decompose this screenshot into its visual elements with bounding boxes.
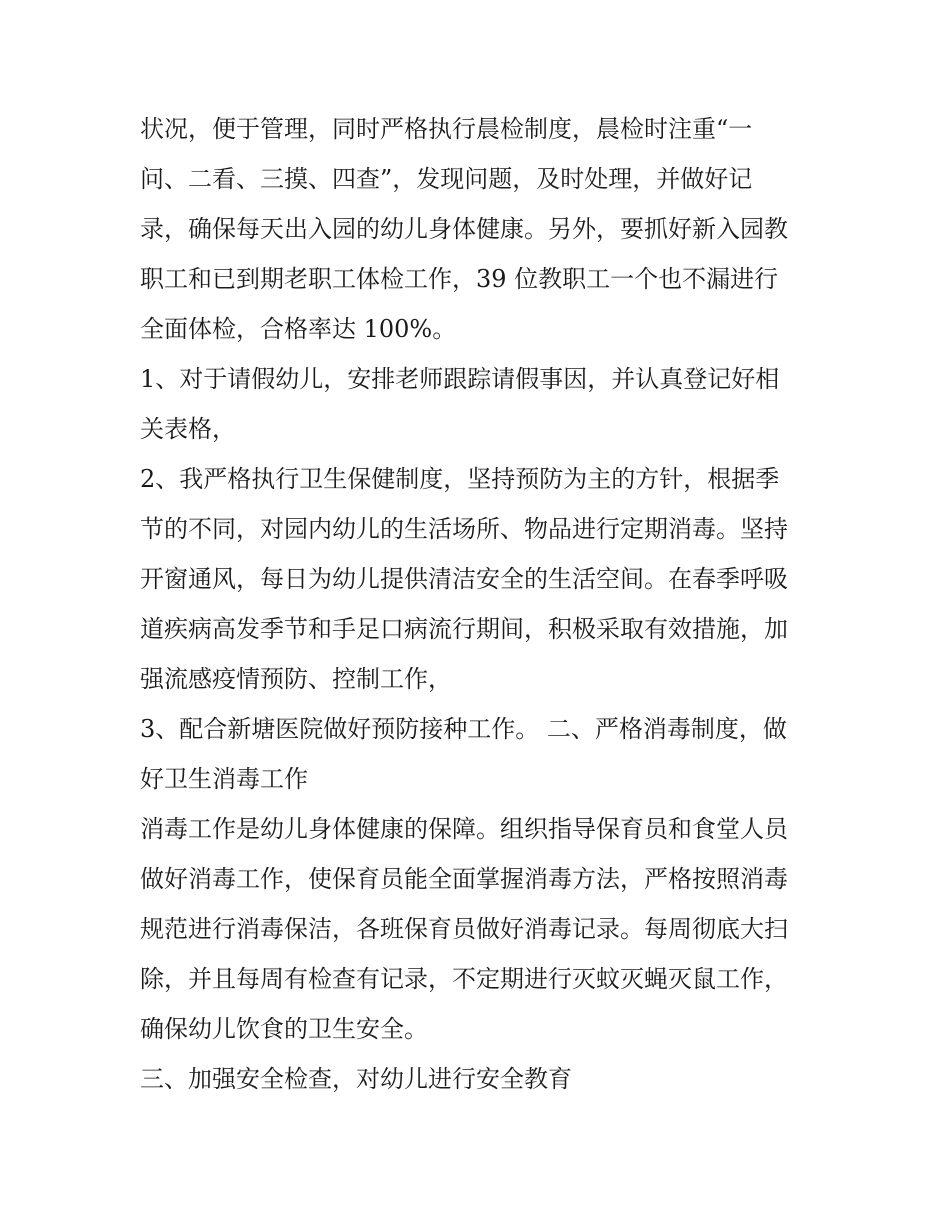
text-line: 强流感疫情预防、控制工作， bbox=[140, 665, 452, 693]
text-line: 除，并且每周有检查有记录，不定期进行灭蚊灭蝇灭鼠工作， bbox=[140, 965, 788, 993]
text-line: 规范进行消毒保洁，各班保育员做好消毒记录。每周彻底大扫 bbox=[140, 915, 788, 943]
text-line: 做好消毒工作，使保育员能全面掌握消毒方法，严格按照消毒 bbox=[140, 865, 788, 893]
text-line: 职工和已到期老职工体检工作，39 位教职工一个也不漏进行 bbox=[140, 265, 779, 293]
text-line: 全面体检，合格率达 100%。 bbox=[140, 315, 457, 343]
text-line: 节的不同，对园内幼儿的生活场所、物品进行定期消毒。坚持 bbox=[140, 515, 788, 543]
text-line: 1、对于请假幼儿，安排老师跟踪请假事因，并认真登记好相 bbox=[140, 365, 780, 393]
text-line: 录，确保每天出入园的幼儿身体健康。另外，要抓好新入园教 bbox=[140, 215, 788, 243]
text-line: 问、二看、三摸、四查”，发现问题，及时处理，并做好记 bbox=[140, 165, 753, 193]
text-line: 好卫生消毒工作 bbox=[140, 765, 308, 793]
text-line: 道疾病高发季节和手足口病流行期间，积极采取有效措施，加 bbox=[140, 615, 788, 643]
text-line: 确保幼儿饮食的卫生安全。 bbox=[140, 1015, 428, 1043]
text-line: 3、配合新塘医院做好预防接种工作。 二、严格消毒制度，做 bbox=[140, 715, 787, 743]
text-line: 开窗通风，每日为幼儿提供清洁安全的生活空间。在春季呼吸 bbox=[140, 565, 788, 593]
text-line: 状况，便于管理，同时严格执行晨检制度，晨检时注重“一 bbox=[140, 115, 753, 143]
section-heading: 三、加强安全检查，对幼儿进行安全教育 bbox=[140, 1065, 572, 1093]
document-body bbox=[140, 104, 820, 1104]
text-line: 关表格， bbox=[140, 415, 236, 443]
text-line: 2、我严格执行卫生保健制度，坚持预防为主的方针，根据季 bbox=[140, 465, 780, 493]
text-line: 消毒工作是幼儿身体健康的保障。组织指导保育员和食堂人员 bbox=[140, 815, 788, 843]
